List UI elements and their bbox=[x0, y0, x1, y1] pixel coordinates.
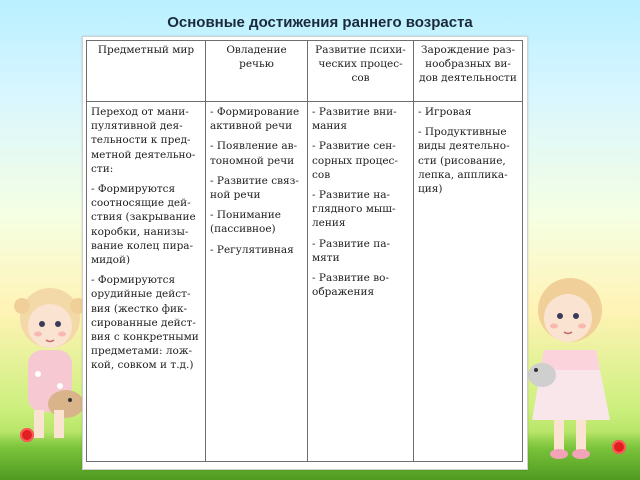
achievements-table bbox=[86, 40, 523, 462]
list-item: - Развитие на-глядного мыш-ления bbox=[312, 189, 396, 230]
content-panel bbox=[82, 36, 528, 470]
cell-mental-processes bbox=[308, 102, 414, 462]
list-item: - Развитие па-мяти bbox=[312, 237, 391, 264]
list-item: - Продуктивные виды деятельно-сти (рисование, лепка, апплика-ция) bbox=[418, 126, 510, 196]
list-item: - Развитие во-ображения bbox=[312, 272, 389, 299]
table-header-row bbox=[87, 41, 523, 102]
list-item: - Регулятивная bbox=[210, 243, 294, 256]
list-item: - Развитие вни-мания bbox=[312, 106, 397, 133]
list-item: - Формирование активной речи bbox=[210, 106, 300, 133]
list-item: Переход от мани-пулятивной дея-тельности к пред-метной деятельно-сти: bbox=[91, 106, 196, 175]
header-mental-processes: Развитие психи-ческих процес-сов bbox=[308, 41, 414, 102]
list-item: - Формируются орудийные дейст-вия (жестко фик-сированные дейст-вия с конкретными предметами: лож-кой, совком и т.д.) bbox=[91, 274, 199, 372]
cell-activities bbox=[414, 102, 523, 462]
cell-subject-world bbox=[87, 102, 206, 462]
header-speech: Овладение речью bbox=[206, 41, 308, 102]
cell-speech bbox=[206, 102, 308, 462]
list-item: - Понимание (пассивное) bbox=[210, 209, 281, 236]
list-item: - Развитие связ-ной речи bbox=[210, 174, 299, 202]
header-activities: Зарождение раз-нообразных ви-дов деятельности bbox=[414, 41, 523, 102]
list-item: - Развитие сен-сорных процес-сов bbox=[312, 140, 398, 181]
header-subject-world: Предметный мир bbox=[87, 41, 206, 102]
doll-illustration-left bbox=[8, 276, 92, 446]
list-item: - Формируются соотносящие дей-ствия (закрывание коробки, нанизы-вание колец пира-мидой) bbox=[91, 183, 196, 267]
page-title: Основные достижения раннего возраста bbox=[167, 14, 473, 31]
list-item: - Игровая bbox=[418, 106, 472, 118]
doll-illustration-right bbox=[522, 270, 622, 465]
list-item: - Появление ав-тономной речи bbox=[210, 140, 298, 167]
table-row bbox=[87, 102, 523, 462]
